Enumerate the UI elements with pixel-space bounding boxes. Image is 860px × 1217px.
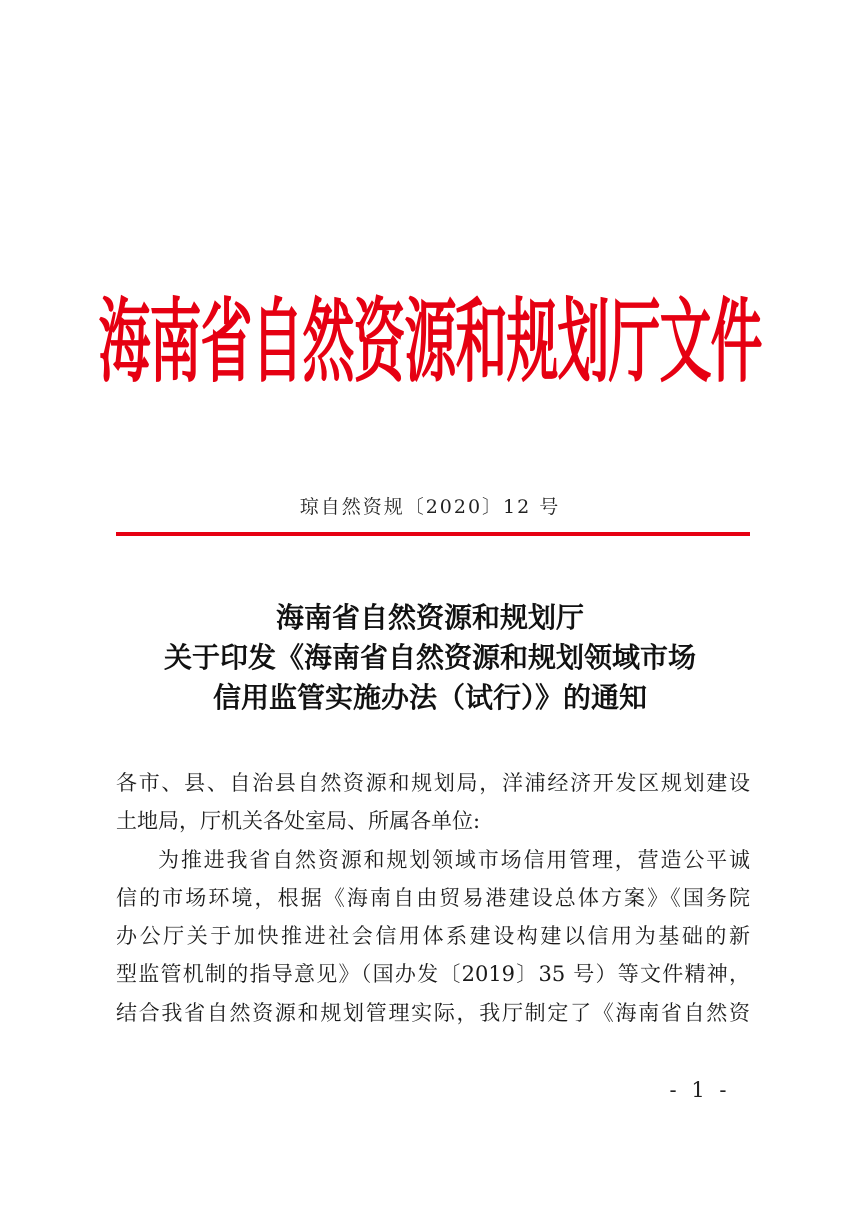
masthead-title: 海南省自然资源和规划厅文件	[98, 290, 762, 396]
body-text	[116, 764, 750, 1032]
title-line: 关于印发《海南省自然资源和规划领域市场	[163, 641, 696, 674]
document-number: 琼自然资规〔2020〕12 号	[299, 496, 561, 518]
body-line-addressee: 各市、县、自治县自然资源和规划局，洋浦经济开发区规划建设	[116, 771, 750, 795]
body-line: 办公厅关于加快推进社会信用体系建设构建以信用为基础的新	[116, 924, 750, 949]
body-line: 信的市场环境，根据《海南自由贸易港建设总体方案》《国务院	[116, 885, 750, 910]
body-line-addressee: 土地局，厅机关各处室局、所属各单位:	[116, 809, 481, 834]
title-line: 信用监管实施办法（试行）》的通知	[212, 681, 647, 714]
notice-title	[80, 598, 780, 718]
body-line: 结合我省自然资源和规划管理实际，我厅制定了《海南省自然资	[116, 1000, 750, 1025]
red-separator-rule	[116, 532, 750, 536]
title-line: 海南省自然资源和规划厅	[275, 601, 584, 634]
body-line: 型监管机制的指导意见》（国办发〔2019〕35 号）等文件精神，	[116, 962, 750, 987]
masthead	[0, 278, 860, 408]
body-line: 为推进我省自然资源和规划领域市场信用管理，营造公平诚	[158, 847, 750, 872]
page-number: - 1 -	[669, 1078, 731, 1102]
